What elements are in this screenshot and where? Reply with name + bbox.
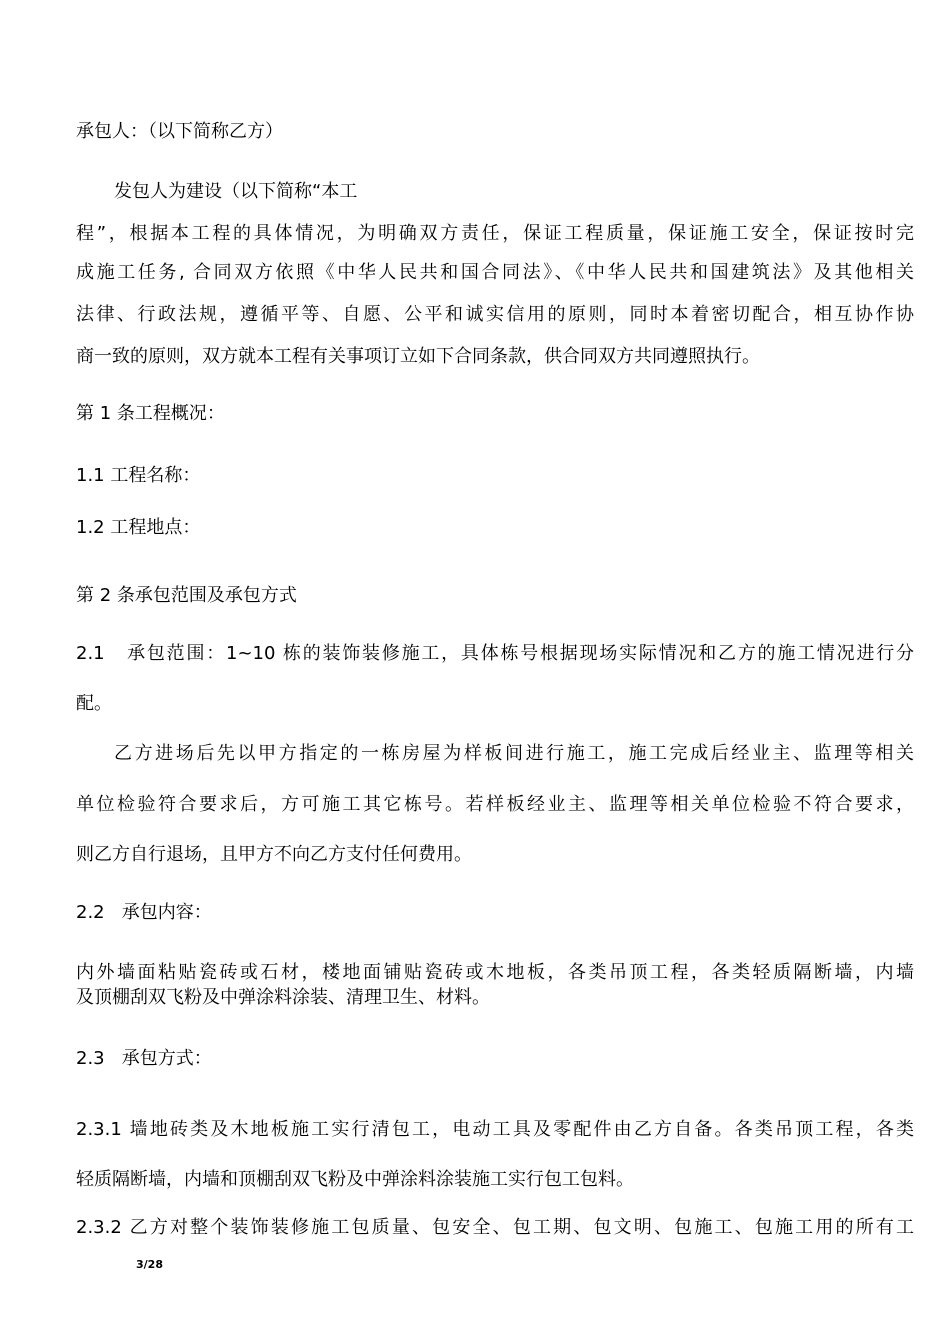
- page-number: 3/28: [136, 1258, 163, 1271]
- clause-2-3-2-line-1: 2.3.2 乙方对整个装饰装修施工包质量、包安全、包工期、包文明、包施工、包施工用的所有工: [76, 1217, 914, 1238]
- article-2-heading: 第 2 条承包范围及承包方式: [76, 585, 297, 606]
- preamble-line-5: 商一致的原则，双方就本工程有关事项订立如下合同条款，供合同双方共同遵照执行。: [76, 346, 760, 367]
- preamble-line-4: 法律、行政法规，遵循平等、自愿、公平和诚实信用的原则，同时本着密切配合，相互协作协: [76, 304, 914, 325]
- clause-2-3: 2.3 承包方式：: [76, 1048, 212, 1069]
- clause-2-2: 2.2 承包内容：: [76, 902, 212, 923]
- clause-2-3-1-line-1: 2.3.1 墙地砖类及木地板施工实行清包工，电动工具及零配件由乙方自备。各类吊顶工程，各类: [76, 1119, 914, 1140]
- content-line-2: 及顶棚刮双飞粉及中弹涂料涂装、清理卫生、材料。: [76, 987, 490, 1008]
- preamble-line-1: 发包人为建设（以下简称“本工: [114, 181, 358, 202]
- clause-1-2: 1.2 工程地点：: [76, 517, 201, 538]
- sample-room-line-2: 单位检验符合要求后，方可施工其它栋号。若样板经业主、监理等相关单位检验不符合要求，: [76, 794, 914, 815]
- content-line-1: 内外墙面粘贴瓷砖或石材，楼地面铺贴瓷砖或木地板，各类吊顶工程，各类轻质隔断墙，内墙: [76, 962, 914, 983]
- article-1-heading: 第 1 条工程概况：: [76, 403, 225, 424]
- clause-2-1-line-1: 2.1 承包范围：1~10 栋的装饰装修施工，具体栋号根据现场实际情况和乙方的施工情况进行分: [76, 643, 914, 664]
- preamble-line-2: 程”，根据本工程的具体情况，为明确双方责任，保证工程质量，保证施工安全，保证按时完: [76, 223, 914, 244]
- sample-room-line-1: 乙方进场后先以甲方指定的一栋房屋为样板间进行施工，施工完成后经业主、监理等相关: [114, 743, 914, 764]
- clause-2-1-line-2: 配。: [76, 693, 112, 714]
- clause-2-3-1-line-2: 轻质隔断墙，内墙和顶棚刮双飞粉及中弹涂料涂装施工实行包工包料。: [76, 1169, 634, 1190]
- preamble-line-3: 成施工任务, 合同双方依照《中华人民共和国合同法》、《中华人民共和国建筑法》及其他相关: [76, 262, 914, 283]
- party-b-line: 承包人：（以下简称乙方）: [76, 121, 283, 142]
- sample-room-line-3: 则乙方自行退场，且甲方不向乙方支付任何费用。: [76, 844, 472, 865]
- clause-1-1: 1.1 工程名称：: [76, 465, 201, 486]
